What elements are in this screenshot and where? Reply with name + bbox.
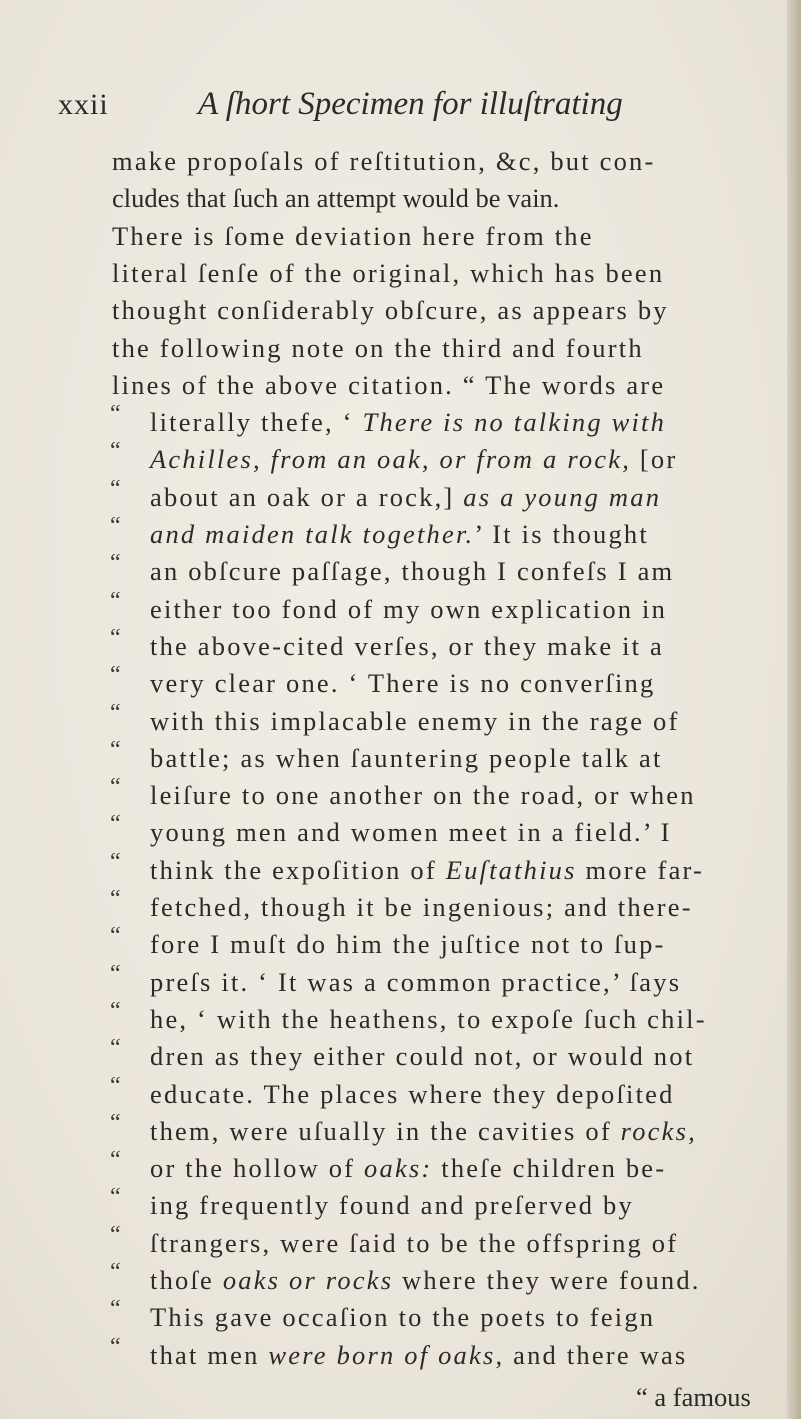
running-title: A ſhort Specimen for illuſtrating [198, 86, 623, 122]
text-line [150, 923, 666, 965]
text-line [150, 1259, 701, 1301]
text-segment: where they were found. [393, 1265, 701, 1295]
text-line [150, 961, 681, 1003]
text-line [150, 476, 661, 518]
text-line [150, 662, 655, 704]
quote-mark: “ [110, 1072, 121, 1099]
text-line [112, 327, 644, 369]
text-segment: fetched, though it be ingenious; and there- [150, 892, 693, 922]
text-segment: battle; as when ſauntering people talk at [150, 742, 663, 773]
text-segment: and maiden talk together.’ It is thought [150, 519, 649, 549]
quote-mark: “ [110, 438, 121, 465]
text-segment: dren as they either could not, or would not [150, 1041, 695, 1072]
quote-mark: “ [110, 1221, 121, 1248]
text-segment: rocks, [620, 1115, 697, 1146]
text-line [150, 811, 672, 853]
quote-mark: “ [110, 1333, 121, 1360]
text-line [150, 401, 666, 443]
text-segment: literally thefe, ‘ [150, 407, 363, 438]
text-segment: There is ſome deviation here from the [112, 220, 594, 251]
text-segment: and there was [504, 1339, 688, 1370]
quote-mark: “ [110, 1147, 121, 1174]
text-line [150, 1110, 697, 1152]
quote-mark: “ [110, 1035, 121, 1062]
text-segment: thoſe [150, 1265, 223, 1295]
text-segment: leiſure to one another on the road, or when [150, 780, 696, 811]
text-segment: make propoſals of reſtitution, &c, but con- [112, 146, 656, 176]
text-segment: cludes that ſuch an attempt would be vain. [112, 183, 560, 214]
text-segment: think the expoſition of [150, 854, 446, 885]
text-line [112, 364, 665, 406]
quote-mark: “ [110, 774, 121, 801]
text-segment: were born of oaks, [268, 1339, 505, 1370]
text-line [112, 140, 656, 182]
text-segment: oaks: [364, 1153, 433, 1184]
quote-mark: “ [110, 736, 121, 763]
quote-mark: “ [110, 624, 121, 651]
page-edge-shadow [787, 0, 801, 1419]
text-line [112, 215, 594, 257]
text-segment: This gave occaſion to the poets to feign [150, 1302, 656, 1333]
text-segment: about an oak or a rock,] [150, 481, 464, 512]
quote-mark: “ [110, 513, 121, 539]
quote-mark: “ [110, 997, 121, 1024]
text-line [150, 588, 667, 630]
running-header [58, 88, 758, 128]
text-segment: he, ‘ with the heathens, to expoſe ſuch chil- [150, 1003, 707, 1034]
text-segment: Achilles, from an oak, or from a rock, [or [150, 444, 678, 475]
text-line [112, 177, 559, 219]
text-segment: literal ſenſe of the original, which has been [112, 257, 665, 288]
quote-mark: “ [110, 811, 121, 838]
text-line [150, 1073, 675, 1115]
page-number: xxii [58, 88, 109, 121]
text-segment: more far- [576, 854, 705, 885]
text-segment: fore I muſt do him the juſtice not to ſup- [150, 929, 666, 960]
quote-mark: “ [110, 587, 121, 614]
quote-mark: “ [110, 1259, 121, 1285]
quote-mark: “ [110, 1184, 121, 1211]
text-segment: oaks or rocks [222, 1265, 394, 1295]
text-line [150, 849, 704, 891]
quote-mark: “ [110, 1109, 121, 1136]
text-line [150, 438, 677, 480]
catchword: “ a famous [636, 1382, 751, 1412]
text-line [150, 1222, 678, 1264]
text-segment: Euſtathius [445, 854, 577, 885]
text-segment: lines of the above citation. “ The words are [112, 369, 666, 400]
quote-mark: “ [110, 475, 121, 502]
text-line [150, 774, 696, 816]
text-segment: ſtrangers, were ſaid to be the offspring of [150, 1227, 679, 1258]
text-line [150, 1334, 687, 1376]
text-line [150, 1184, 634, 1226]
quote-mark: “ [110, 1296, 121, 1323]
text-segment: as a young man [463, 481, 662, 512]
quote-mark: “ [110, 699, 121, 726]
text-line [150, 700, 680, 742]
quote-mark: “ [110, 923, 121, 950]
text-segment: with this implacable enemy in the rage of [150, 705, 680, 736]
text-line [150, 1035, 694, 1077]
text-segment: theſe children be- [432, 1153, 667, 1184]
quote-mark: “ [110, 848, 121, 875]
text-segment: or the hollow of [150, 1153, 365, 1184]
text-segment: thought conſiderably obſcure, as appears by [112, 295, 669, 326]
text-line [150, 625, 664, 667]
text-line [150, 737, 663, 779]
text-segment: them, were uſually in the cavities of [150, 1115, 621, 1146]
text-segment: There is no talking with [362, 407, 667, 438]
text-segment: either too fond of my own explication in [150, 593, 668, 624]
text-segment: educate. The places where they depoſited [150, 1078, 675, 1109]
text-segment: the following note on the third and fourth [112, 332, 644, 363]
text-segment: very clear one. ‘ There is no converſing [150, 668, 656, 699]
text-line [112, 252, 664, 294]
text-line [112, 289, 669, 331]
text-line [150, 550, 674, 592]
text-line [150, 1296, 655, 1338]
quote-mark: “ [110, 662, 121, 689]
text-segment: young men and women meet in a field.’ I [150, 817, 672, 848]
text-line [150, 886, 693, 928]
quote-mark: “ [110, 550, 121, 577]
text-line [150, 513, 649, 555]
text-line [150, 1147, 666, 1189]
text-segment: preſs it. ‘ It was a common practice,’ ſays [150, 966, 682, 997]
text-segment: the above-cited verſes, or they make it a [150, 630, 665, 661]
quote-mark: “ [110, 960, 121, 987]
text-segment: ing frequently found and preſerved by [150, 1190, 634, 1221]
text-line [150, 998, 707, 1040]
quote-mark: “ [110, 886, 121, 912]
text-segment: that men [150, 1339, 269, 1370]
quote-mark: “ [110, 401, 121, 428]
text-segment: an obſcure paſſage, though I confeſs I am [150, 556, 675, 587]
